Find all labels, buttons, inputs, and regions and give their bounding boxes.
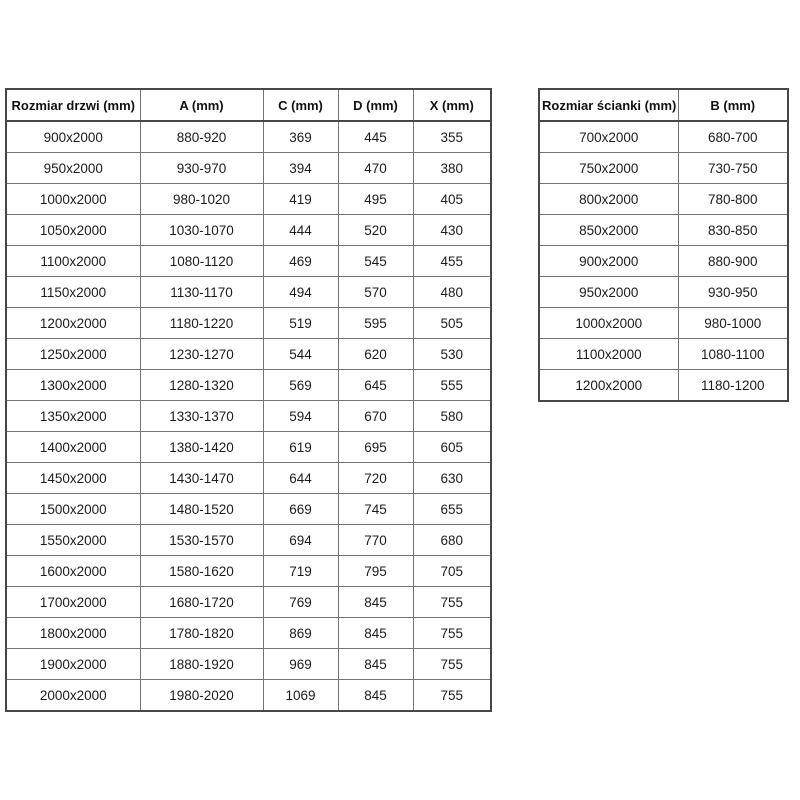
table-cell: 470 xyxy=(338,153,413,184)
table-cell: 780-800 xyxy=(678,184,788,215)
table-cell: 1580-1620 xyxy=(140,556,263,587)
table-row xyxy=(539,308,788,339)
table-cell: 355 xyxy=(413,121,491,153)
table-cell: 655 xyxy=(413,494,491,525)
table-cell: 380 xyxy=(413,153,491,184)
table-row xyxy=(6,153,491,184)
table-cell: 694 xyxy=(263,525,338,556)
table-cell: 680-700 xyxy=(678,121,788,153)
table-cell: 1100x2000 xyxy=(539,339,678,370)
table-cell: 670 xyxy=(338,401,413,432)
table-row xyxy=(6,587,491,618)
table-cell: 1500x2000 xyxy=(6,494,140,525)
table-cell: 430 xyxy=(413,215,491,246)
walls-table-body xyxy=(539,121,788,401)
table-row xyxy=(6,649,491,680)
table-cell: 745 xyxy=(338,494,413,525)
table-row xyxy=(6,215,491,246)
table-cell: 569 xyxy=(263,370,338,401)
table-cell: 419 xyxy=(263,184,338,215)
table-cell: 544 xyxy=(263,339,338,370)
table-cell: 695 xyxy=(338,432,413,463)
table-cell: 2000x2000 xyxy=(6,680,140,712)
table-cell: 570 xyxy=(338,277,413,308)
table-cell: 1530-1570 xyxy=(140,525,263,556)
table-cell: 845 xyxy=(338,618,413,649)
table-cell: 444 xyxy=(263,215,338,246)
table-cell: 1280-1320 xyxy=(140,370,263,401)
doors-col-header-a: A (mm) xyxy=(140,89,263,121)
table-row xyxy=(6,525,491,556)
walls-size-table xyxy=(538,88,789,402)
table-cell: 469 xyxy=(263,246,338,277)
table-cell: 755 xyxy=(413,680,491,712)
table-cell: 1230-1270 xyxy=(140,339,263,370)
table-cell: 495 xyxy=(338,184,413,215)
table-cell: 1700x2000 xyxy=(6,587,140,618)
table-cell: 1030-1070 xyxy=(140,215,263,246)
table-cell: 545 xyxy=(338,246,413,277)
table-cell: 1200x2000 xyxy=(539,370,678,402)
table-cell: 445 xyxy=(338,121,413,153)
table-cell: 1380-1420 xyxy=(140,432,263,463)
table-row xyxy=(6,494,491,525)
table-row xyxy=(539,370,788,402)
doors-table-body xyxy=(6,121,491,711)
doors-header-row xyxy=(6,89,491,121)
table-cell: 405 xyxy=(413,184,491,215)
table-cell: 980-1000 xyxy=(678,308,788,339)
table-cell: 930-950 xyxy=(678,277,788,308)
table-cell: 980-1020 xyxy=(140,184,263,215)
table-row xyxy=(6,246,491,277)
table-cell: 900x2000 xyxy=(6,121,140,153)
table-cell: 755 xyxy=(413,587,491,618)
doors-col-header-c: C (mm) xyxy=(263,89,338,121)
table-cell: 1900x2000 xyxy=(6,649,140,680)
table-cell: 594 xyxy=(263,401,338,432)
walls-col-header-rozmiar-scianki: Rozmiar ścianki (mm) xyxy=(539,89,678,121)
table-cell: 1069 xyxy=(263,680,338,712)
table-cell: 630 xyxy=(413,463,491,494)
table-cell: 750x2000 xyxy=(539,153,678,184)
table-cell: 645 xyxy=(338,370,413,401)
table-cell: 494 xyxy=(263,277,338,308)
table-cell: 869 xyxy=(263,618,338,649)
table-row xyxy=(539,184,788,215)
table-cell: 1000x2000 xyxy=(539,308,678,339)
table-row xyxy=(6,432,491,463)
table-cell: 1550x2000 xyxy=(6,525,140,556)
table-cell: 605 xyxy=(413,432,491,463)
table-cell: 1080-1100 xyxy=(678,339,788,370)
table-cell: 620 xyxy=(338,339,413,370)
table-cell: 580 xyxy=(413,401,491,432)
table-row xyxy=(6,556,491,587)
table-row xyxy=(539,277,788,308)
table-cell: 1680-1720 xyxy=(140,587,263,618)
table-cell: 1000x2000 xyxy=(6,184,140,215)
table-cell: 680 xyxy=(413,525,491,556)
table-cell: 830-850 xyxy=(678,215,788,246)
table-cell: 1050x2000 xyxy=(6,215,140,246)
table-row xyxy=(6,184,491,215)
table-row xyxy=(6,121,491,153)
table-row xyxy=(539,215,788,246)
table-cell: 705 xyxy=(413,556,491,587)
table-row xyxy=(6,370,491,401)
table-cell: 519 xyxy=(263,308,338,339)
table-cell: 530 xyxy=(413,339,491,370)
table-cell: 1180-1220 xyxy=(140,308,263,339)
table-row xyxy=(6,401,491,432)
table-cell: 644 xyxy=(263,463,338,494)
doors-col-header-x: X (mm) xyxy=(413,89,491,121)
doors-size-table xyxy=(5,88,492,712)
table-row xyxy=(539,121,788,153)
table-cell: 755 xyxy=(413,618,491,649)
doors-col-header-rozmiar-drzwi: Rozmiar drzwi (mm) xyxy=(6,89,140,121)
table-cell: 394 xyxy=(263,153,338,184)
table-cell: 850x2000 xyxy=(539,215,678,246)
table-cell: 505 xyxy=(413,308,491,339)
table-cell: 1400x2000 xyxy=(6,432,140,463)
walls-header-row xyxy=(539,89,788,121)
table-cell: 969 xyxy=(263,649,338,680)
table-cell: 700x2000 xyxy=(539,121,678,153)
table-cell: 719 xyxy=(263,556,338,587)
table-row xyxy=(6,277,491,308)
table-cell: 595 xyxy=(338,308,413,339)
table-cell: 795 xyxy=(338,556,413,587)
table-cell: 930-970 xyxy=(140,153,263,184)
table-row xyxy=(539,246,788,277)
table-cell: 800x2000 xyxy=(539,184,678,215)
table-cell: 1780-1820 xyxy=(140,618,263,649)
table-row xyxy=(6,618,491,649)
table-cell: 1330-1370 xyxy=(140,401,263,432)
table-cell: 1100x2000 xyxy=(6,246,140,277)
table-cell: 950x2000 xyxy=(539,277,678,308)
table-cell: 950x2000 xyxy=(6,153,140,184)
table-cell: 770 xyxy=(338,525,413,556)
walls-col-header-b: B (mm) xyxy=(678,89,788,121)
table-cell: 480 xyxy=(413,277,491,308)
table-cell: 1300x2000 xyxy=(6,370,140,401)
table-row xyxy=(6,339,491,370)
table-cell: 1600x2000 xyxy=(6,556,140,587)
table-cell: 1180-1200 xyxy=(678,370,788,402)
table-row xyxy=(6,680,491,712)
table-cell: 669 xyxy=(263,494,338,525)
table-cell: 1250x2000 xyxy=(6,339,140,370)
table-cell: 1350x2000 xyxy=(6,401,140,432)
table-cell: 619 xyxy=(263,432,338,463)
table-row xyxy=(539,153,788,184)
table-cell: 900x2000 xyxy=(539,246,678,277)
table-cell: 520 xyxy=(338,215,413,246)
table-cell: 769 xyxy=(263,587,338,618)
table-cell: 845 xyxy=(338,649,413,680)
doors-col-header-d: D (mm) xyxy=(338,89,413,121)
table-cell: 755 xyxy=(413,649,491,680)
table-cell: 1130-1170 xyxy=(140,277,263,308)
table-cell: 880-900 xyxy=(678,246,788,277)
table-cell: 1880-1920 xyxy=(140,649,263,680)
table-row xyxy=(6,463,491,494)
table-cell: 845 xyxy=(338,680,413,712)
table-row xyxy=(6,308,491,339)
table-row xyxy=(539,339,788,370)
table-cell: 1980-2020 xyxy=(140,680,263,712)
table-cell: 1200x2000 xyxy=(6,308,140,339)
table-cell: 555 xyxy=(413,370,491,401)
table-cell: 720 xyxy=(338,463,413,494)
table-cell: 1150x2000 xyxy=(6,277,140,308)
table-cell: 1430-1470 xyxy=(140,463,263,494)
table-cell: 880-920 xyxy=(140,121,263,153)
table-cell: 1080-1120 xyxy=(140,246,263,277)
table-cell: 1450x2000 xyxy=(6,463,140,494)
table-cell: 845 xyxy=(338,587,413,618)
table-cell: 455 xyxy=(413,246,491,277)
table-cell: 730-750 xyxy=(678,153,788,184)
table-cell: 369 xyxy=(263,121,338,153)
table-cell: 1800x2000 xyxy=(6,618,140,649)
table-cell: 1480-1520 xyxy=(140,494,263,525)
